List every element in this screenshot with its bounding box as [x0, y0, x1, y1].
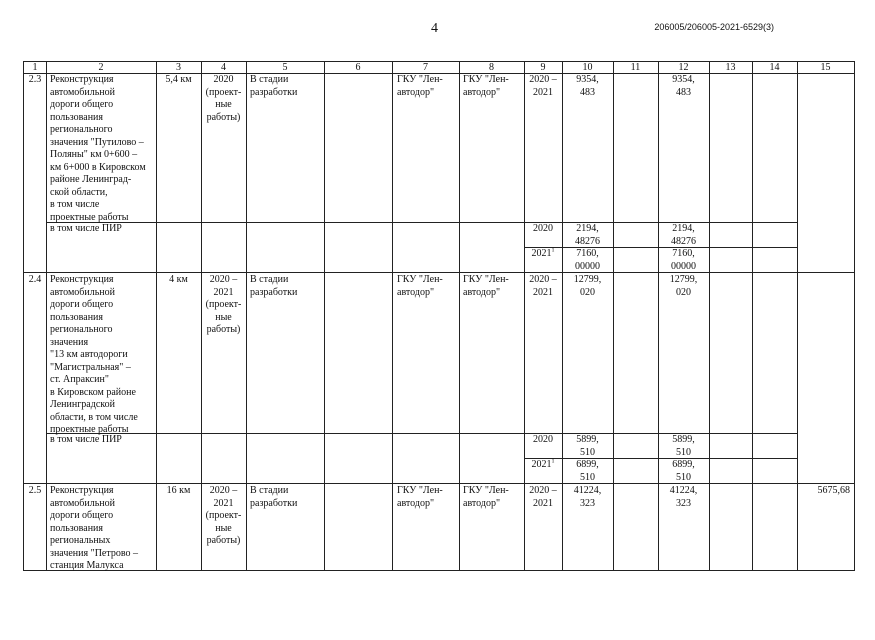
col-line: [324, 62, 325, 570]
length-cell: 16 км: [166, 485, 191, 496]
executor-cell: ГКУ "Лен- автодор": [463, 74, 509, 98]
sub-amount: 6899, 510: [576, 459, 599, 483]
header-cell: 4: [221, 62, 226, 73]
header-cell: 3: [176, 62, 181, 73]
sub-amount: 5899, 510: [576, 434, 599, 458]
header-cell: 2: [98, 62, 104, 73]
customer-cell: ГКУ "Лен- автодор": [397, 485, 443, 509]
header-cell: 8: [489, 62, 494, 73]
sub-label: в том числе ПИР: [50, 434, 122, 445]
page-number: 4: [431, 21, 438, 36]
object-name: Реконструкция автомобильной дороги общего пользования региональных значения "Петрово – станция Малукса: [50, 485, 138, 571]
header-cell: 1: [32, 62, 38, 73]
col-line: [752, 62, 753, 570]
sub-amount: 2194, 48276: [575, 223, 600, 247]
stage-cell: В стадии разработки: [250, 485, 298, 509]
sub-amount: 7160, 00000: [671, 248, 696, 272]
length-cell: 4 км: [169, 274, 188, 285]
executor-cell: ГКУ "Лен- автодор": [463, 485, 509, 509]
object-name: Реконструкция автомобильной дороги общего пользования регионального значения "13 км автодороги "Магистральная" – ст. Апраксин" в Кировском районе Ленинградской области, в том числе проектные работы: [50, 274, 138, 435]
sub-amount: 5899, 510: [672, 434, 695, 458]
header-cell: 11: [630, 62, 641, 73]
amount-cell: 12799, 020: [669, 274, 698, 298]
stage-cell: В стадии разработки: [250, 274, 298, 298]
header-cell: 7: [423, 62, 428, 73]
customer-cell: ГКУ "Лен- автодор": [397, 74, 443, 98]
years-cell: 2020 – 2021: [529, 74, 557, 98]
amount-cell: 41224, 323: [573, 485, 602, 509]
row-number: 2.5: [28, 485, 42, 496]
sub-amount: 7160, 00000: [575, 248, 600, 272]
col-line: [46, 62, 47, 570]
amount-cell: 9354, 483: [576, 74, 599, 98]
projects-table: [23, 61, 855, 571]
col-line: [709, 62, 710, 570]
years-cell: 2020 – 2021: [529, 274, 557, 298]
sub-year-value: 2021: [531, 248, 552, 259]
col-line: [246, 62, 247, 570]
amount-cell-15: 5675,68: [817, 485, 850, 496]
header-cell: 15: [820, 62, 831, 73]
years-cell: 2020 – 2021: [529, 485, 557, 509]
header-cell: 9: [540, 62, 546, 73]
header-cell: 14: [769, 62, 780, 73]
customer-cell: ГКУ "Лен- автодор": [397, 274, 443, 298]
sub-year: 2020: [533, 434, 553, 445]
row-divider: [24, 483, 854, 484]
row-divider: [24, 272, 854, 273]
footnote-mark: 1: [551, 458, 555, 465]
sub-amount: 2194, 48276: [671, 223, 696, 247]
col-line: [613, 62, 614, 570]
object-name: Реконструкция автомобильной дороги общего пользования регионального значения "Путилово – Поляны" км 0+600 – км 6+000 в Кировском районе Ленинград- ской области, в том числе проектные работы: [50, 74, 146, 223]
col-line: [392, 62, 393, 570]
row-number: 2.4: [28, 274, 42, 285]
sub-year: [524, 248, 562, 261]
sub-year: 2020: [533, 223, 553, 234]
row-number: 2.3: [28, 74, 42, 85]
header-cell: 10: [582, 62, 593, 73]
executor-cell: ГКУ "Лен- автодор": [463, 274, 509, 298]
amount-cell: 9354, 483: [672, 74, 695, 98]
header-cell: 6: [355, 62, 361, 73]
amount-cell: 41224, 323: [669, 485, 698, 509]
sub-year-value: 2021: [531, 459, 552, 470]
amount-cell: 12799, 020: [573, 274, 602, 298]
sub-year: [524, 459, 562, 472]
footnote-mark: 1: [551, 247, 555, 254]
length-cell: 5,4 км: [165, 74, 192, 85]
period-cell: 2020 – 2021 (проект- ные работы): [205, 274, 242, 335]
col-line: [459, 62, 460, 570]
stage-cell: В стадии разработки: [250, 74, 298, 98]
document-code: 206005/206005-2021-6529(3): [654, 22, 774, 32]
sub-amount: 6899, 510: [672, 459, 695, 483]
period-cell: 2020 (проект- ные работы): [205, 74, 242, 123]
sub-label: в том числе ПИР: [50, 223, 122, 234]
header-cell: 5: [282, 62, 288, 73]
header-cell: 12: [678, 62, 689, 73]
header-cell: 13: [725, 62, 736, 73]
period-cell: 2020 – 2021 (проект- ные работы): [205, 485, 242, 546]
